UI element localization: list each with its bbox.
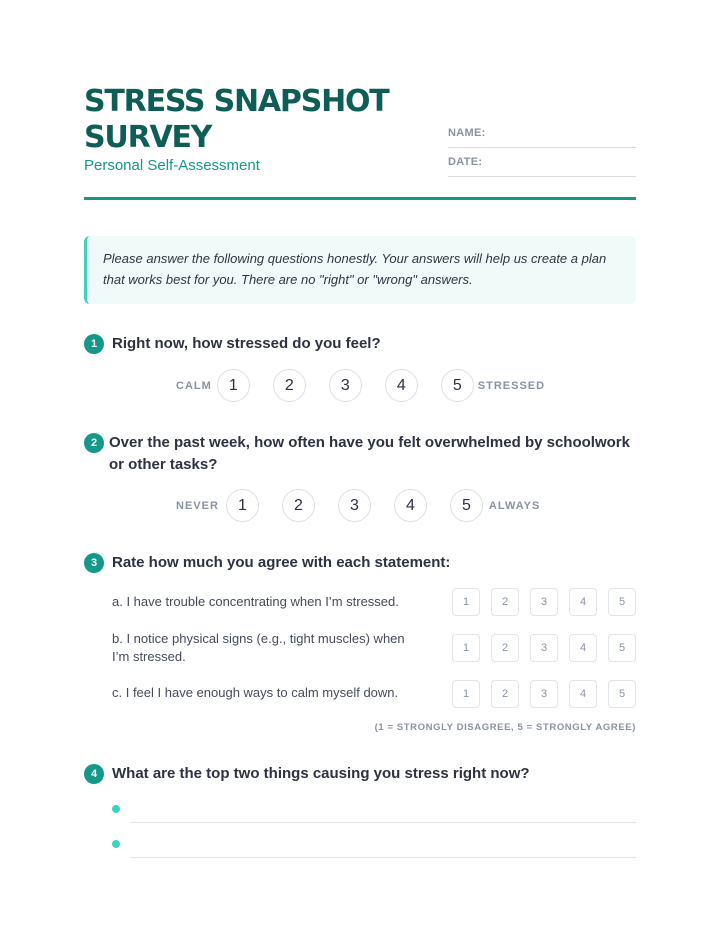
name-field[interactable] — [448, 121, 636, 148]
scale-high-label: ALWAYS — [488, 499, 541, 512]
question-text: Rate how much you agree with each statement: — [112, 554, 451, 571]
rating-option-3[interactable]: 3 — [329, 369, 362, 402]
q2-rating-scale — [176, 489, 540, 522]
statement-b-options — [452, 634, 636, 662]
bullet-icon — [112, 840, 120, 848]
statement-a-options — [452, 588, 636, 616]
bullet-icon — [112, 805, 120, 813]
question-2 — [84, 432, 636, 476]
question-3 — [84, 552, 450, 574]
agree-option-1[interactable]: 1 — [452, 588, 480, 616]
agree-option-5[interactable]: 5 — [608, 680, 636, 708]
question-4 — [84, 763, 530, 785]
scale-legend: (1 = STRONGLY DISAGREE, 5 = STRONGLY AGREE) — [374, 722, 636, 733]
name-label: NAME: — [448, 127, 486, 139]
question-number-badge: 2 — [84, 433, 104, 453]
statement-a: a. I have trouble concentrating when I’m stressed. — [112, 594, 399, 609]
rating-option-2[interactable]: 2 — [282, 489, 315, 522]
scale-low-label: NEVER — [176, 499, 219, 512]
agree-option-5[interactable]: 5 — [608, 634, 636, 662]
agree-option-2[interactable]: 2 — [491, 634, 519, 662]
answer-line-1[interactable] — [130, 822, 636, 823]
question-text: Right now, how stressed do you feel? — [112, 335, 381, 352]
agree-option-3[interactable]: 3 — [530, 634, 558, 662]
instructions-text: Please answer the following questions honestly. Your answers will help us create a plan that works best for you. There are no "right" or "wrong" answers. — [103, 251, 607, 287]
scale-low-label: CALM — [176, 379, 212, 392]
question-number-badge: 3 — [84, 553, 104, 573]
rating-option-1[interactable]: 1 — [217, 369, 250, 402]
agree-option-2[interactable]: 2 — [491, 680, 519, 708]
agree-option-4[interactable]: 4 — [569, 680, 597, 708]
agree-option-4[interactable]: 4 — [569, 588, 597, 616]
rating-option-4[interactable]: 4 — [385, 369, 418, 402]
statement-c-options — [452, 680, 636, 708]
question-1 — [84, 333, 381, 355]
question-text: Over the past week, how often have you felt overwhelmed by schoolwork or other tasks? — [109, 434, 630, 473]
page-subtitle: Personal Self-Assessment — [84, 157, 260, 174]
question-number-badge: 1 — [84, 334, 104, 354]
scale-high-label: STRESSED — [477, 379, 546, 392]
agree-option-3[interactable]: 3 — [530, 680, 558, 708]
statement-c: c. I feel I have enough ways to calm myself down. — [112, 685, 399, 700]
question-number-badge: 4 — [84, 764, 104, 784]
rating-option-3[interactable]: 3 — [338, 489, 371, 522]
rating-option-5[interactable]: 5 — [441, 369, 474, 402]
agree-option-5[interactable]: 5 — [608, 588, 636, 616]
date-label: DATE: — [448, 156, 483, 168]
statement-b: b. I notice physical signs (e.g., tight muscles) when I’m stressed. — [112, 631, 405, 664]
page-title: STRESS SNAPSHOT SURVEY — [84, 84, 389, 155]
agree-option-3[interactable]: 3 — [530, 588, 558, 616]
rating-option-5[interactable]: 5 — [450, 489, 483, 522]
agree-option-4[interactable]: 4 — [569, 634, 597, 662]
rating-option-2[interactable]: 2 — [273, 369, 306, 402]
date-field[interactable] — [448, 150, 636, 177]
question-text: What are the top two things causing you stress right now? — [112, 765, 530, 782]
rating-option-4[interactable]: 4 — [394, 489, 427, 522]
agree-option-1[interactable]: 1 — [452, 680, 480, 708]
agree-option-2[interactable]: 2 — [491, 588, 519, 616]
instructions-box — [84, 236, 636, 304]
q1-rating-scale — [176, 369, 545, 402]
agree-option-1[interactable]: 1 — [452, 634, 480, 662]
header-divider — [84, 197, 636, 200]
answer-line-2[interactable] — [130, 857, 636, 858]
rating-option-1[interactable]: 1 — [226, 489, 259, 522]
